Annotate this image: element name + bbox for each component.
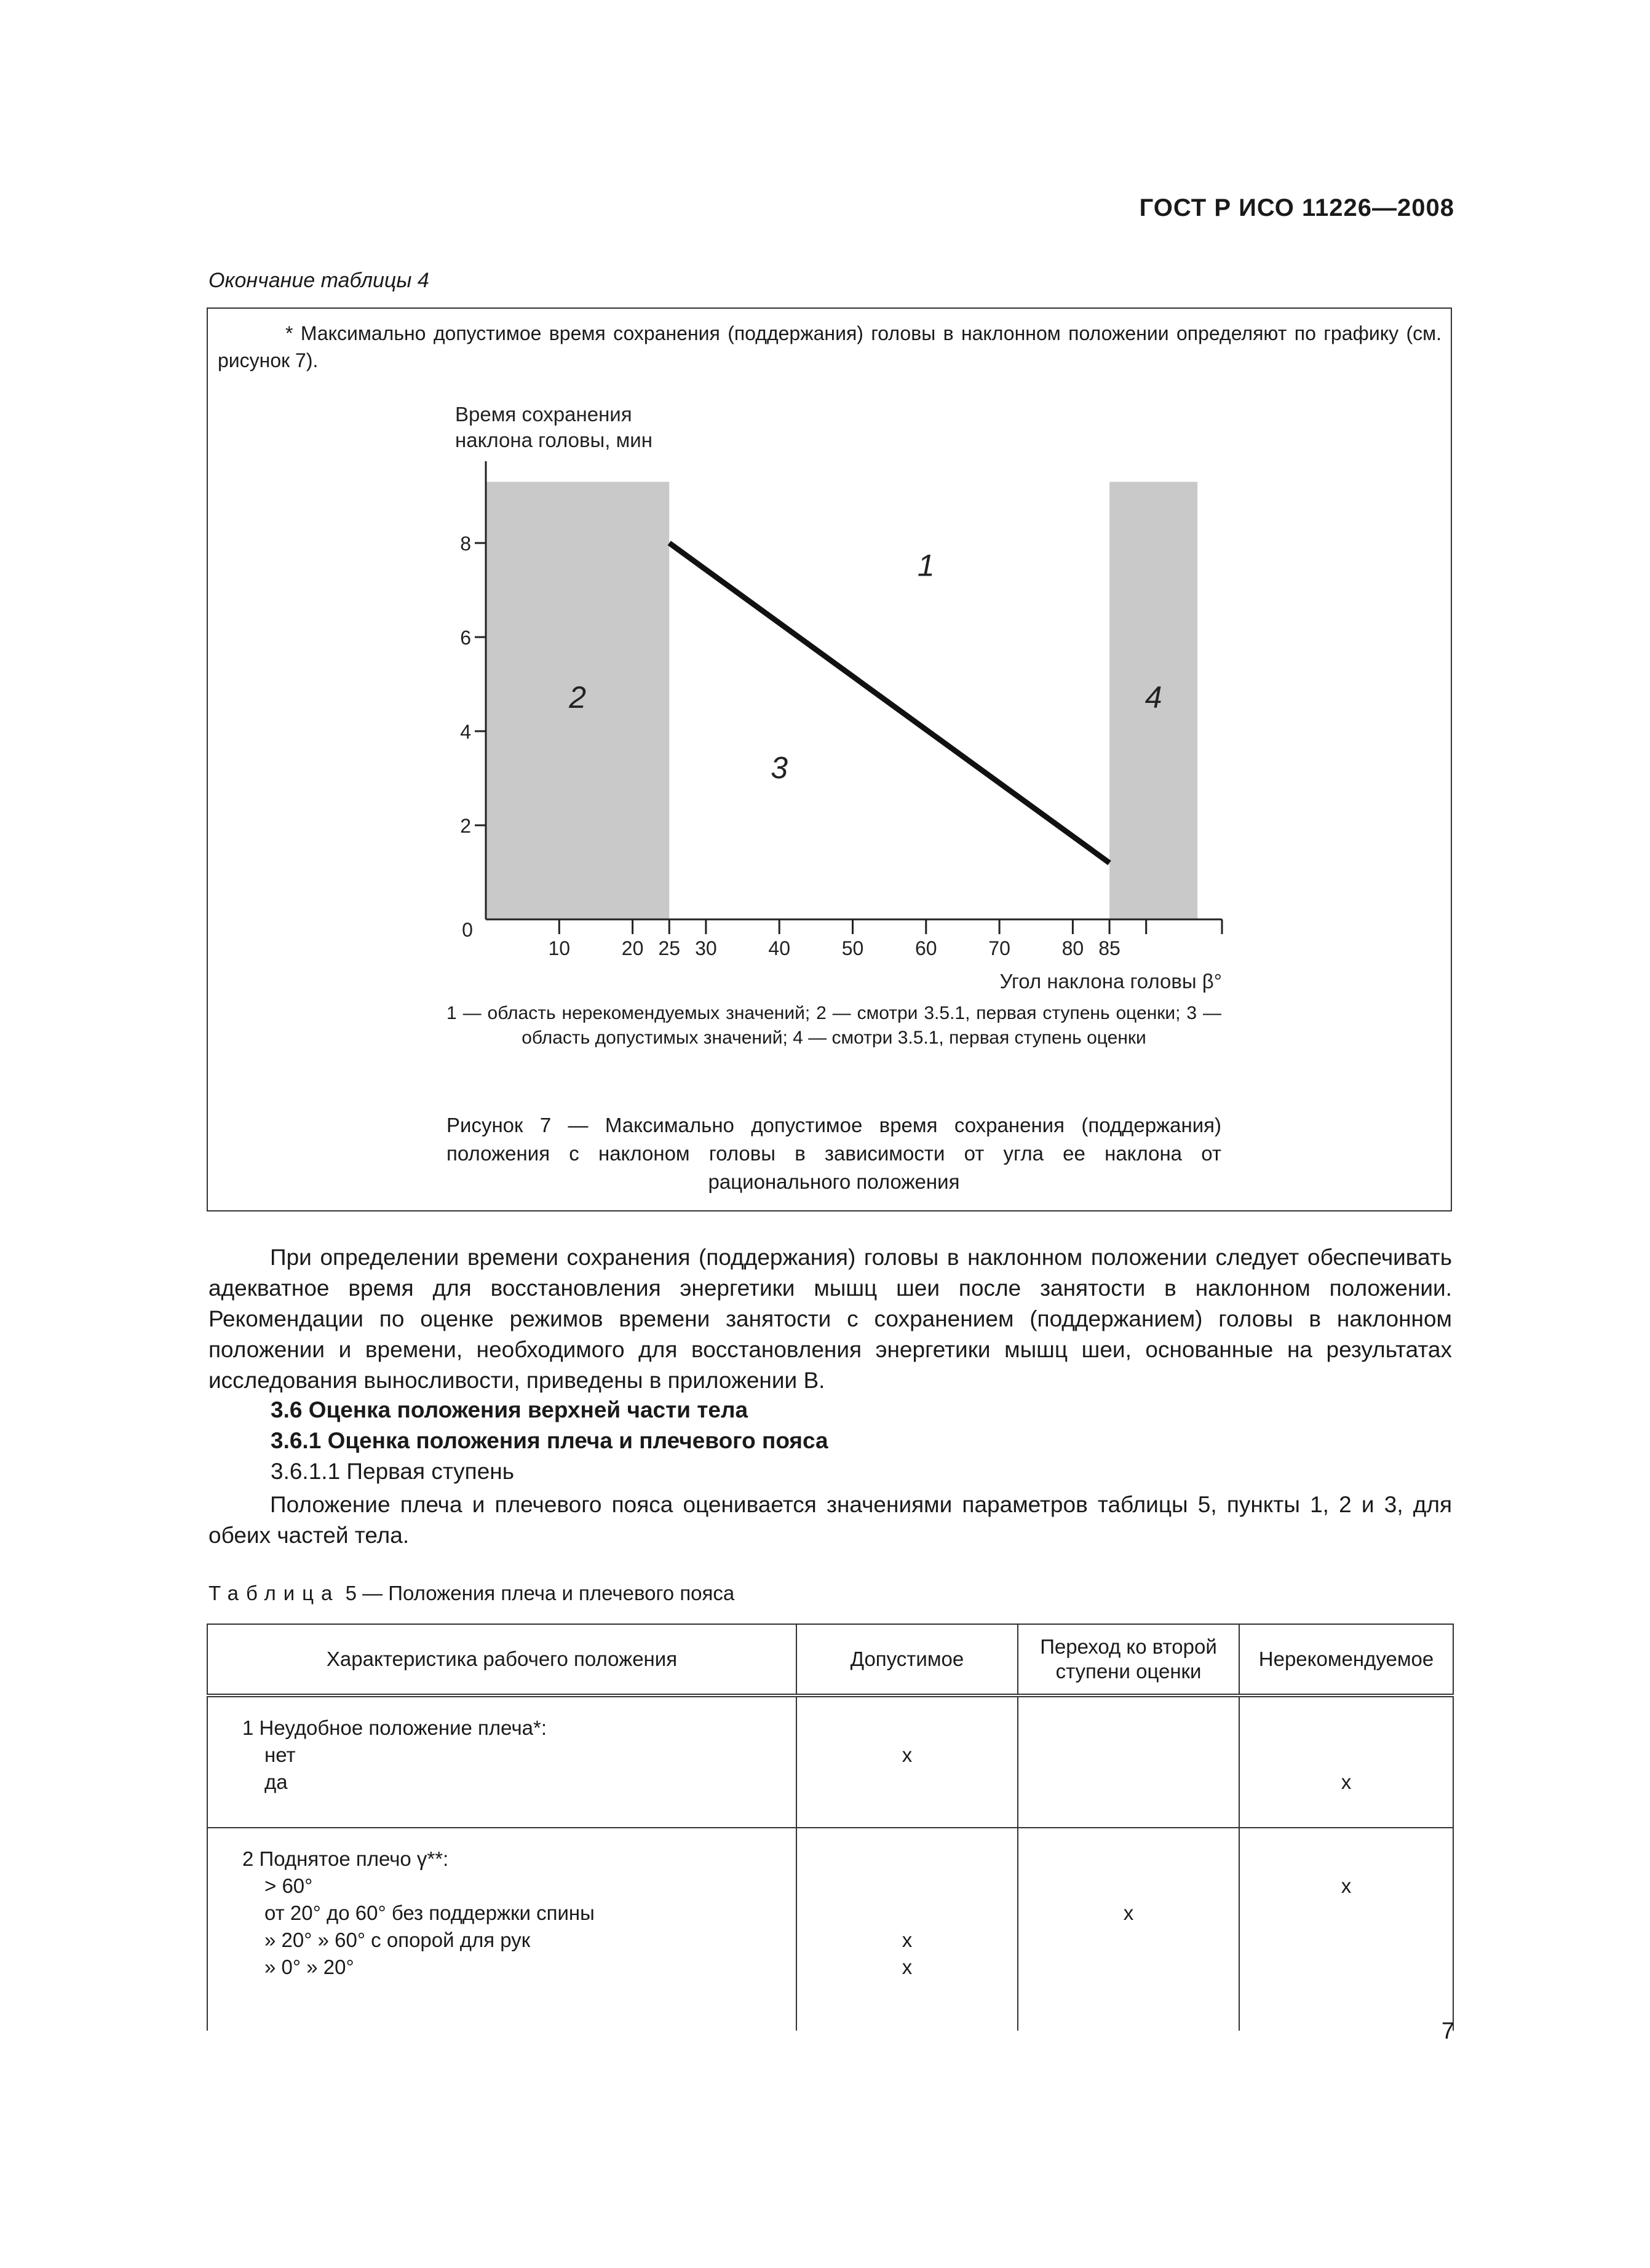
mark-x: x [902, 1929, 913, 1951]
mark-x: x [1341, 1770, 1352, 1793]
header-second-step: Переход ко второй ступени оценки [1018, 1624, 1239, 1695]
x-tick-label: 25 [658, 937, 681, 959]
figure7-chart [418, 394, 1242, 996]
table5-header-row [207, 1624, 1453, 1695]
mark-x: x [1123, 1901, 1134, 1924]
row2-not-recommended [1239, 1828, 1453, 2031]
figure7-legend: 1 — область нерекомендуемых значений; 2 — смотри 3.5.1, первая ступень оценки; 3 — область допустимых значений; 4 — смотри 3.5.1, первая ступень оценки [446, 1003, 1221, 1048]
y-axis-label-line1: Время сохранения [455, 403, 632, 426]
table5 [207, 1624, 1454, 2031]
row1-item-no: нет [264, 1743, 296, 1766]
table5-caption [208, 1582, 734, 1605]
row1-title: 1 Неудобное положение плеча*: [242, 1716, 547, 1739]
paragraph-neck-recovery: При определении времени сохранения (поддержания) головы в наклонном положении следует обеспечивать адекватное время для восстановления энергетики мышц шеи после занятости в наклонном положении. Рекомендации по оценке режимов времени занятости с сохранением (поддержанием) головы в наклонном положении и времени, необходимого для восстановления энергетики мышц шеи, основанные на результатах исследования выносливости, приведены в приложении В. [208, 1245, 1452, 1393]
row1-item-yes: да [264, 1770, 288, 1793]
row1-characteristic [207, 1695, 796, 1828]
row2-item-20-60-arm-rest: » 20° » 60° с опорой для рук [264, 1929, 531, 1951]
x-tick-label: 70 [988, 937, 1010, 959]
document-header: ГОСТ Р ИСО 11226—2008 [1139, 194, 1454, 221]
y-tick-label: 2 [460, 815, 471, 837]
y-tick-label: 6 [460, 627, 471, 649]
row2-acceptable [796, 1828, 1018, 2031]
region-label-4: 4 [1144, 680, 1162, 715]
mark-x: x [902, 1743, 913, 1766]
row1-not-recommended [1239, 1695, 1453, 1828]
heading-3-6-1-1: 3.6.1.1 Первая ступень [271, 1459, 514, 1484]
row2-item-0-20: » 0° » 20° [264, 1956, 354, 1978]
table-row [207, 1695, 1453, 1828]
y-tick-label: 4 [460, 721, 471, 743]
x-tick-label: 85 [1098, 937, 1120, 959]
x-tick-label: 40 [768, 937, 790, 959]
header-characteristic: Характеристика рабочего положения [207, 1624, 796, 1695]
region-label-1: 1 [917, 548, 935, 583]
x-tick-label: 50 [841, 937, 864, 959]
heading-3-6-1: 3.6.1 Оценка положения плеча и плечевого пояса [271, 1428, 828, 1453]
table5-caption-title: — Положения плеча и плечевого пояса [362, 1582, 735, 1604]
paragraph-shoulder: Положение плеча и плечевого пояса оценивается значениями параметров таблицы 5, пункты 1, 2 и 3, для обеих частей тела. [208, 1492, 1452, 1548]
y-tick-label: 8 [460, 533, 471, 555]
table-row [207, 1828, 1453, 2031]
origin-label: 0 [462, 919, 473, 941]
table4-footnote: * Максимально допустимое время сохранения (поддержания) головы в наклонном положении определяют по графику (см. рисунок 7). [218, 322, 1442, 371]
y-axis-label-line2: наклона головы, мин [455, 429, 652, 451]
x-axis-label: Угол наклона головы β° [999, 970, 1222, 993]
table5-caption-prefix: Таблица [208, 1582, 340, 1604]
row2-item-over60: > 60° [264, 1874, 313, 1897]
region-label-3: 3 [771, 750, 788, 785]
x-tick-label: 10 [548, 937, 571, 959]
region-label-2: 2 [569, 680, 587, 715]
row2-characteristic [207, 1828, 796, 2031]
figure7-caption: Рисунок 7 — Максимально допустимое время сохранения (поддержания) положения с наклоном головы в зависимости от угла ее наклона от рационального положения [446, 1114, 1221, 1193]
row2-second-step [1018, 1828, 1239, 2031]
x-tick-label: 60 [915, 937, 937, 959]
header-not-recommended: Нерекомендуемое [1239, 1624, 1453, 1695]
limit-line [669, 543, 1109, 863]
x-tick-label: 20 [621, 937, 644, 959]
row1-acceptable [796, 1695, 1018, 1828]
table5-caption-number: 5 [345, 1582, 357, 1604]
mark-x: x [902, 1956, 913, 1978]
x-tick-label: 30 [695, 937, 717, 959]
header-acceptable: Допустимое [796, 1624, 1018, 1695]
row2-item-20-60-no-support: от 20° до 60° без поддержки спины [264, 1901, 595, 1924]
mark-x: x [1341, 1874, 1352, 1897]
row2-title: 2 Поднятое плечо γ**: [242, 1847, 449, 1870]
row1-second-step [1018, 1695, 1239, 1828]
table-continuation-label: Окончание таблицы 4 [208, 269, 429, 292]
heading-3-6: 3.6 Оценка положения верхней части тела [271, 1397, 748, 1422]
x-tick-label: 80 [1061, 937, 1084, 959]
page-number: 7 [1441, 2018, 1454, 2044]
